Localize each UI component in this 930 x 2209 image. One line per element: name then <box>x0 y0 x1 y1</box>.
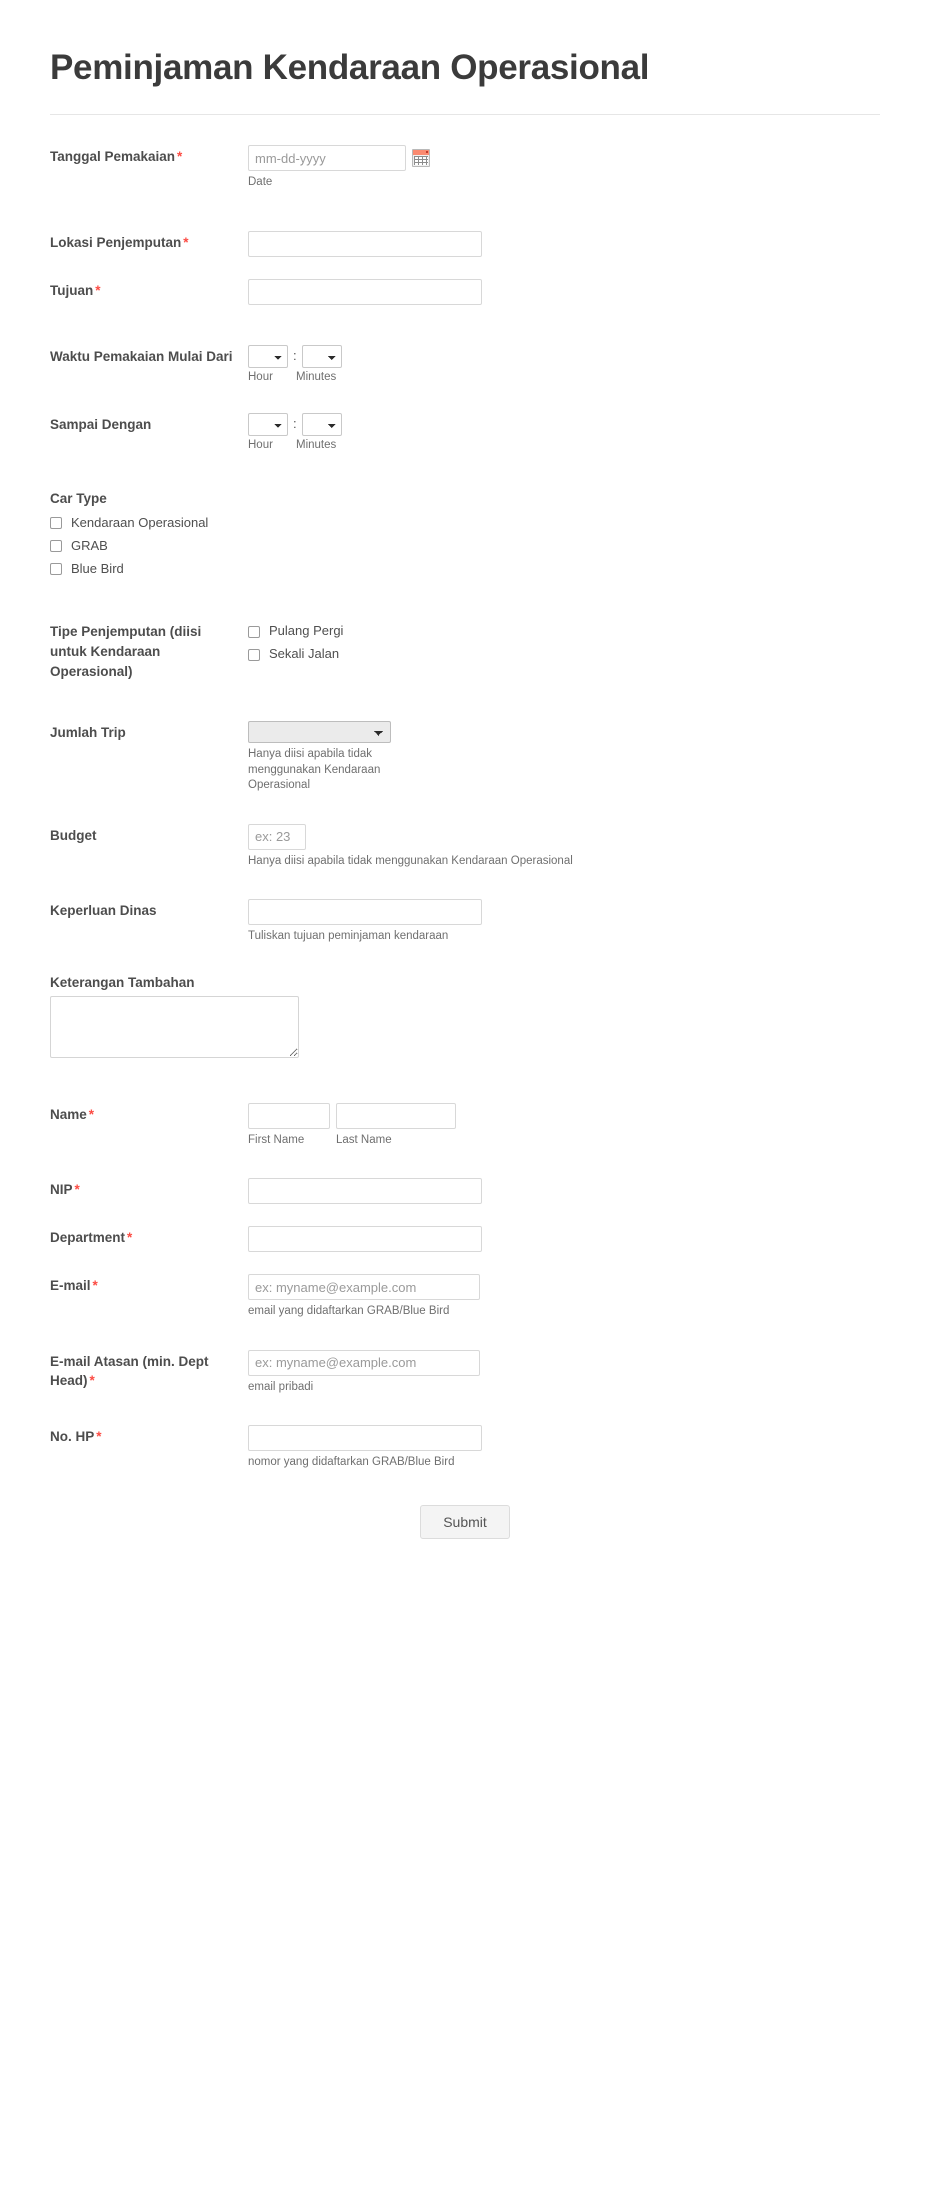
control-email-atasan <box>248 1350 880 1396</box>
label-car-type: Car Type <box>50 490 107 506</box>
checkbox-row[interactable] <box>50 558 880 581</box>
field-tanggal-pemakaian <box>50 145 880 191</box>
control-keperluan-dinas <box>248 899 880 945</box>
keperluan-dinas-input[interactable] <box>248 899 482 925</box>
checkbox-label[interactable]: GRAB <box>71 537 108 553</box>
field-department <box>50 1226 880 1252</box>
checkbox-icon[interactable] <box>50 517 62 529</box>
label-email <box>50 1274 248 1296</box>
sublabel-jumlah-trip: Hanya diisi apabila tidak menggunakan Kendaraan Operasional <box>248 748 381 792</box>
lokasi-penjemputan-input[interactable] <box>248 231 482 257</box>
label-name <box>50 1103 248 1125</box>
control-department <box>248 1226 880 1252</box>
label-text: Tujuan <box>50 282 94 298</box>
field-keterangan-tambahan <box>50 975 880 1063</box>
label-lokasi-penjemputan <box>50 231 248 253</box>
tanggal-pemakaian-input[interactable] <box>248 145 406 171</box>
checkbox-row[interactable] <box>248 643 880 666</box>
sublabel-email: email yang didaftarkan GRAB/Blue Bird <box>248 1305 450 1318</box>
required-marker: * <box>127 1230 133 1246</box>
control-sampai-dengan <box>248 413 880 451</box>
field-car-type <box>50 491 880 581</box>
submit-button[interactable]: Submit <box>420 1505 510 1539</box>
label-text: Lokasi Penjemputan <box>50 234 182 250</box>
field-jumlah-trip <box>50 721 880 794</box>
first-name-input[interactable] <box>248 1103 330 1129</box>
control-tipe-penjemputan <box>248 620 880 666</box>
label-text: No. HP <box>50 1429 95 1445</box>
label-email-atasan <box>50 1350 248 1391</box>
label-tujuan <box>50 279 248 301</box>
label-tipe-penjemputan <box>50 620 248 681</box>
checkbox-row[interactable] <box>248 620 880 643</box>
label-text: NIP <box>50 1182 73 1198</box>
field-budget <box>50 824 880 870</box>
field-no-hp <box>50 1425 880 1471</box>
field-sampai-dengan <box>50 413 880 451</box>
page-title: Peminjaman Kendaraan Operasional <box>50 48 650 87</box>
checkbox-row[interactable] <box>50 535 880 558</box>
control-tujuan <box>248 279 880 305</box>
required-marker: * <box>74 1182 80 1198</box>
control-lokasi-penjemputan <box>248 231 880 257</box>
label-waktu-mulai: Waktu Pemakaian Mulai Dari <box>50 348 233 364</box>
label-text: Tipe Penjemputan (diisi untuk Kendaraan Operasional) <box>50 624 202 679</box>
label-text: Department <box>50 1230 126 1246</box>
field-keperluan-dinas <box>50 899 880 945</box>
checkbox-label[interactable]: Kendaraan Operasional <box>71 514 209 530</box>
required-marker: * <box>183 234 189 250</box>
sublabel-hour: Hour <box>248 438 273 451</box>
sublabel-email-atasan: email pribadi <box>248 1380 314 1393</box>
label-department <box>50 1226 248 1248</box>
control-waktu-mulai <box>248 345 880 383</box>
required-marker: * <box>95 282 101 298</box>
control-budget <box>248 824 880 870</box>
field-name <box>50 1103 880 1149</box>
checkbox-label[interactable]: Pulang Pergi <box>269 623 344 639</box>
checkbox-icon[interactable] <box>50 563 62 575</box>
calendar-icon[interactable] <box>412 149 430 167</box>
control-tanggal-pemakaian <box>248 145 880 191</box>
field-email <box>50 1274 880 1320</box>
control-email <box>248 1274 880 1320</box>
email-atasan-input[interactable] <box>248 1350 480 1376</box>
submit-area <box>50 1471 880 1595</box>
sublabel-budget: Hanya diisi apabila tidak menggunakan Kendaraan Operasional <box>248 854 573 867</box>
label-nip <box>50 1178 248 1200</box>
required-marker: * <box>88 1106 95 1122</box>
required-marker: * <box>177 149 183 165</box>
control-jumlah-trip <box>248 721 880 794</box>
required-marker: * <box>92 1278 98 1294</box>
sublabel-minutes: Minutes <box>296 438 337 451</box>
department-input[interactable] <box>248 1226 482 1252</box>
budget-input[interactable] <box>248 824 306 850</box>
field-tipe-penjemputan <box>50 620 880 681</box>
checkbox-label[interactable]: Sekali Jalan <box>269 646 340 662</box>
label-tanggal-pemakaian <box>50 145 248 167</box>
waktu-mulai-minute-select[interactable] <box>302 345 342 368</box>
sublabel-minutes: Minutes <box>296 370 337 383</box>
label-keterangan-tambahan: Keterangan Tambahan <box>50 974 195 990</box>
control-no-hp <box>248 1425 880 1471</box>
label-sampai-dengan: Sampai Dengan <box>50 416 152 432</box>
checkbox-icon[interactable] <box>50 540 62 552</box>
checkbox-icon[interactable] <box>248 649 260 661</box>
checkbox-label[interactable]: Blue Bird <box>71 560 124 576</box>
control-nip <box>248 1178 880 1204</box>
label-keperluan-dinas: Keperluan Dinas <box>50 903 157 919</box>
control-name <box>248 1103 880 1149</box>
field-nip <box>50 1178 880 1204</box>
checkbox-icon[interactable] <box>248 626 260 638</box>
checkbox-row[interactable] <box>50 512 880 535</box>
label-text: Name <box>50 1106 87 1122</box>
label-text: E-mail Atasan (min. Dept Head) <box>50 1353 209 1389</box>
last-name-input[interactable] <box>336 1103 456 1129</box>
sublabel-no-hp: nomor yang didaftarkan GRAB/Blue Bird <box>248 1456 455 1469</box>
time-separator: : <box>293 415 297 431</box>
field-email-atasan <box>50 1350 880 1396</box>
jumlah-trip-select[interactable] <box>248 721 391 743</box>
label-no-hp <box>50 1425 248 1447</box>
sampai-dengan-minute-select[interactable] <box>302 413 342 436</box>
car-type-options <box>50 512 880 581</box>
keterangan-tambahan-textarea[interactable] <box>50 996 299 1058</box>
sampai-dengan-hour-select[interactable] <box>248 413 288 436</box>
field-waktu-mulai <box>50 345 880 383</box>
form-body <box>0 115 930 1595</box>
no-hp-input[interactable] <box>248 1425 482 1451</box>
required-marker: * <box>89 1373 95 1389</box>
label-jumlah-trip: Jumlah Trip <box>50 725 126 741</box>
time-separator: : <box>293 347 297 363</box>
form-header <box>0 0 930 115</box>
nip-input[interactable] <box>248 1178 482 1204</box>
label-text: Tanggal Pemakaian <box>50 149 176 165</box>
sublabel-first-name: First Name <box>248 1133 305 1146</box>
sublabel-last-name: Last Name <box>336 1133 392 1146</box>
required-marker: * <box>96 1429 102 1445</box>
tujuan-input[interactable] <box>248 279 482 305</box>
tipe-penjemputan-options <box>248 620 880 666</box>
sublabel-keperluan-dinas: Tuliskan tujuan peminjaman kendaraan <box>248 930 449 943</box>
label-budget: Budget <box>50 827 97 843</box>
sublabel-hour: Hour <box>248 370 273 383</box>
email-input[interactable] <box>248 1274 480 1300</box>
field-tujuan <box>50 279 880 305</box>
field-lokasi-penjemputan <box>50 231 880 257</box>
sublabel-tanggal-pemakaian: Date <box>248 176 273 189</box>
waktu-mulai-hour-select[interactable] <box>248 345 288 368</box>
label-text: E-mail <box>50 1278 91 1294</box>
